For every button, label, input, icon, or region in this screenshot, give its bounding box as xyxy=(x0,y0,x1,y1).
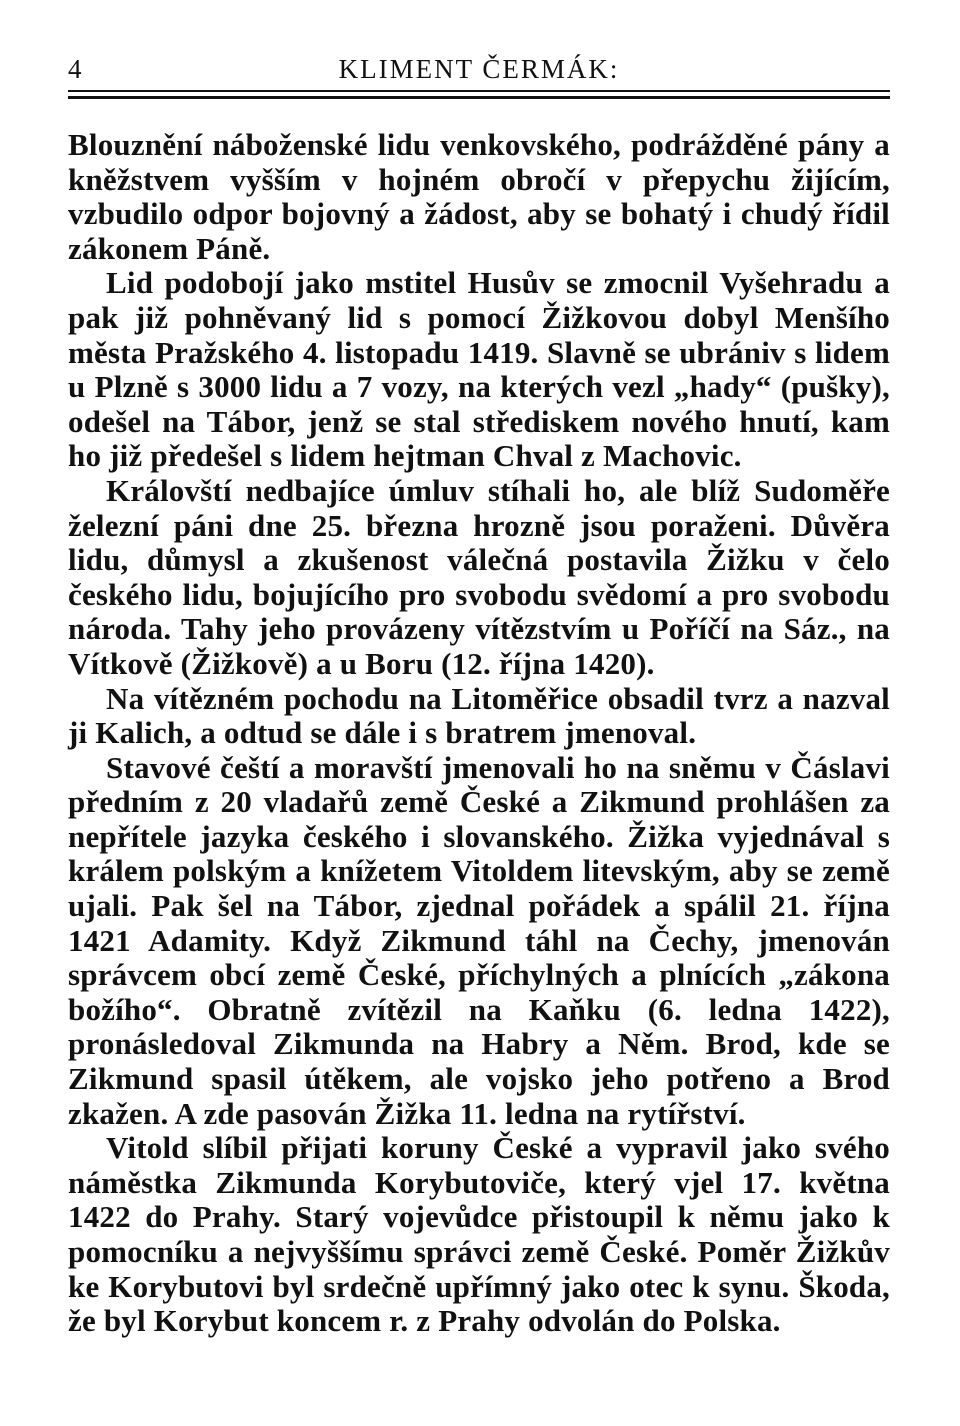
running-title: KLIMENT ČERMÁK: xyxy=(338,54,620,84)
paragraph: Na vítězném pochodu na Litoměřice obsadil tvrz a nazval ji Kalich, a odtud se dále i s bratrem jmenoval. xyxy=(68,680,890,751)
header-rule-thick xyxy=(68,96,890,99)
paragraph: Lid podobojí jako mstitel Husův se zmocnil Vyšehradu a pak již pohněvaný lid s pomocí Žižkovou dobyl Menšího města Pražského 4. listopadu 1419. Slavně se ubrániv s lidem u Plzně s 3000 lidu a 7 vozy, na kterých vezl „hady“ (pušky), odešel na Tábor, jenž se stal střediskem nového hnutí, kam ho již předešel s lidem hejtman Chval z Machovic. xyxy=(68,265,890,474)
paragraph: Vitold slíbil přijati koruny České a vypravil jako svého náměstka Zikmunda Korybutoviče, který vjel 17. května 1422 do Prahy. Starý vojevůdce přistoupil k němu jako k pomocníku a nejvyššímu správci země České. Poměr Žižkův ke Korybutovi byl srdečně upřímný jako otec k synu. Škoda, že byl Korybut koncem r. z Prahy odvolán do Polska. xyxy=(68,1130,890,1339)
paragraph: Stavové čeští a moravští jmenovali ho na sněmu v Čáslavi předním z 20 vladařů země České a Zikmund prohlášen za nepřítele jazyka českého i slovanského. Žižka vyjednával s králem polským a knížetem Vitoldem litevským, aby se země ujali. Pak šel na Tábor, zjednal pořádek a spálil 21. října 1421 Adamity. Když Zikmund táhl na Čechy, jmenován správcem obcí země České, příchylných a plnících „zákona božího“. Obratně zvítězil na Kaňku (6. ledna 1422), pronásledoval Zikmunda na Habry a Něm. Brod, kde se Zikmund spasil útěkem, ale vojsko jeho potřeno a Brod zkažen. A zde pasován Žižka 11. ledna na rytířství. xyxy=(68,749,890,1131)
header-rule-thin xyxy=(68,90,890,92)
paragraph: Královští nedbajíce úmluv stíhali ho, ale blíž Sudoměře železní páni dne 25. března hrozně jsou poraženi. Důvěra lidu, důmysl a zkušenost válečná postavila Žižku v čelo českého lidu, bojujícího pro svobodu svědomí a pro svobodu národa. Tahy jeho provázeny vítězstvím u Poříčí na Sáz., na Vítkově (Žižkově) a u Boru (12. října 1420). xyxy=(68,472,890,681)
page-header xyxy=(68,52,890,90)
page-number: 4 xyxy=(68,54,83,84)
paragraph: Blouznění náboženské lidu venkovského, podrážděné pány a kněžstvem vyšším v hojném obročí v přepychu žijícím, vzbudilo odpor bojovný a žádost, aby se bohatý i chudý řídil zákonem Páně. xyxy=(68,127,890,266)
body-text xyxy=(68,128,890,1339)
